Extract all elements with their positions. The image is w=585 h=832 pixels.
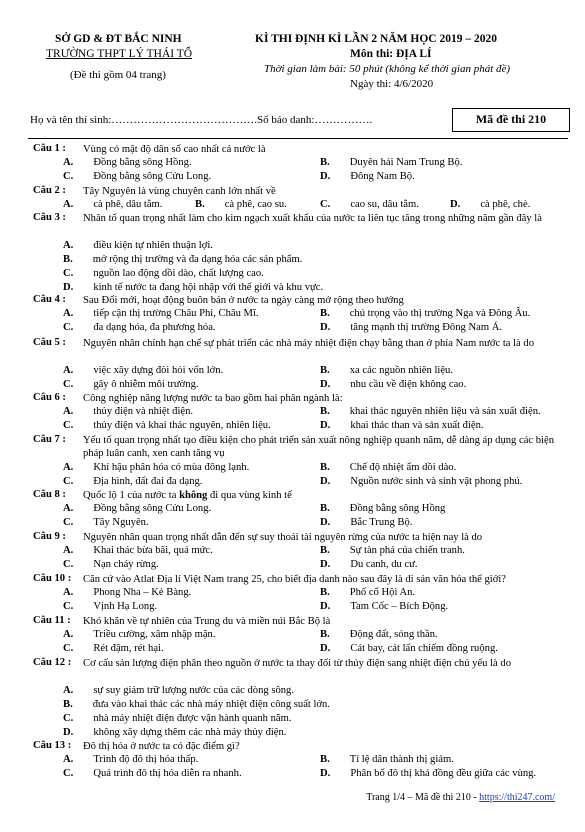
option-text: Phân bố đô thị khá đồng đều giữa các vùng.: [350, 767, 537, 779]
option-text: nhu cầu về điện không cao.: [350, 378, 467, 390]
question-text-emphasis: không: [179, 490, 208, 501]
answer-option[interactable]: [320, 545, 465, 556]
option-text: gây ô nhiễm môi trường.: [93, 378, 199, 390]
option-text: Tây Nguyên.: [93, 516, 149, 528]
answer-option[interactable]: [63, 713, 291, 724]
answer-option[interactable]: [63, 503, 211, 514]
option-text: không xây dựng thêm các nhà máy thủy điện.: [93, 726, 287, 738]
answer-option[interactable]: [63, 462, 249, 473]
answer-option[interactable]: [63, 699, 330, 710]
option-letter: C.: [63, 378, 74, 390]
question-text: Yếu tố quan trọng nhất tạo điều kiện cho phát triển sản xuất nông nghiệp quanh năm, dễ dàng áp dụng các biện pháp luân canh, xen canh tăng vụ: [83, 435, 554, 459]
option-text: việc xây dựng đòi hỏi vốn lớn.: [93, 364, 224, 376]
question-text: Khó khăn về tự nhiên của Trung du và miền núi Bắc Bộ là: [83, 616, 331, 627]
option-letter: C.: [63, 419, 74, 431]
option-letter: B.: [63, 698, 73, 710]
option-text: Vịnh Hạ Long.: [93, 600, 158, 612]
option-letter: C.: [63, 558, 74, 570]
answer-option[interactable]: [63, 587, 191, 598]
option-text: nhà máy nhiệt điện được vận hành quanh năm.: [93, 712, 292, 724]
answer-option[interactable]: [63, 268, 264, 279]
option-letter: D.: [320, 767, 331, 779]
answer-option[interactable]: [63, 420, 271, 431]
question-text-part: đi qua vùng kinh tế: [207, 490, 292, 501]
answer-option[interactable]: [63, 545, 213, 556]
answer-option[interactable]: [63, 601, 157, 612]
option-text: Phong Nha – Kẻ Bàng.: [93, 586, 192, 598]
option-letter: D.: [320, 558, 331, 570]
option-text: Địa hình, đất đai đa dạng.: [93, 475, 203, 487]
answer-option[interactable]: [320, 517, 412, 528]
option-letter: D.: [320, 378, 331, 390]
answer-option[interactable]: [195, 199, 287, 210]
answer-option[interactable]: [320, 643, 498, 654]
option-text: kinh tế nước ta đang hội nhập với thế giới và khu vực.: [93, 281, 324, 293]
page-footer: [366, 792, 555, 803]
question-text: Nhân tố quan trọng nhất làm cho kim ngạch xuất khẩu của nước ta liên tục tăng trong những năm gần đây là: [83, 213, 542, 224]
answer-option[interactable]: [320, 559, 418, 570]
question-text: Tây Nguyên là vùng chuyên canh lớn nhất về: [83, 186, 276, 197]
option-text: cà phê, chè.: [480, 198, 531, 210]
option-text: Triều cường, xâm nhập mặn.: [93, 628, 216, 640]
answer-option[interactable]: [63, 240, 213, 251]
option-letter: B.: [320, 586, 330, 598]
answer-option[interactable]: [320, 462, 456, 473]
exam-time: Thời gian làm bài: 50 phút (không kể thời gian phát đề): [264, 63, 511, 75]
option-letter: D.: [63, 281, 74, 293]
option-letter: C.: [63, 475, 74, 487]
option-text: Đồng bằng sông Hồng.: [93, 156, 192, 168]
option-text: mở rộng thị trường và đa dạng hóa các sản phẩm.: [92, 253, 303, 265]
answer-option[interactable]: [320, 420, 484, 431]
option-letter: C.: [63, 600, 74, 612]
answer-option[interactable]: [63, 685, 294, 696]
option-letter: A.: [63, 364, 74, 376]
option-letter: A.: [63, 405, 74, 417]
option-text: thủy điện và khai thác nguyên, nhiên liệu.: [93, 419, 271, 431]
option-letter: D.: [320, 170, 331, 182]
question-text: [83, 489, 563, 502]
answer-option[interactable]: [320, 587, 415, 598]
option-text: Tam Cốc – Bích Động.: [350, 600, 449, 612]
candidate-info-line: Họ và tên thí sinh:………………………………….Số báo danh:…………….: [30, 114, 373, 126]
option-text: Nạn cháy rừng.: [93, 558, 159, 570]
exam-code-box: Mã đề thi 210: [452, 108, 570, 132]
answer-option[interactable]: [320, 503, 445, 514]
option-letter: B.: [195, 198, 205, 210]
option-text: Đồng bằng sông Hồng: [349, 502, 446, 514]
question-label: Câu 6 :: [33, 392, 66, 403]
answer-option[interactable]: [320, 199, 419, 210]
answer-option[interactable]: [63, 476, 202, 487]
answer-option[interactable]: [63, 308, 259, 319]
option-letter: D.: [450, 198, 461, 210]
option-text: Nguồn nước sinh và sinh vật phong phú.: [350, 475, 523, 487]
option-text: Đồng bằng sông Cửu Long.: [93, 502, 212, 514]
question-text: Cơ cấu sản lượng điện phân theo nguồn ở nước ta thay đổi từ thủy điện sang nhiệt điện chủ yếu là do: [83, 658, 511, 669]
question-text: Công nghiệp năng lượng nước ta bao gồm hai phân ngành là:: [83, 393, 343, 404]
answer-option[interactable]: [320, 476, 522, 487]
option-letter: A.: [63, 156, 74, 168]
answer-option[interactable]: [63, 754, 198, 765]
option-text: Động đất, sóng thần.: [349, 628, 438, 640]
exam-date: Ngày thi: 4/6/2020: [350, 78, 434, 90]
option-text: thủy điện và nhiệt điện.: [93, 405, 194, 417]
option-letter: A.: [63, 239, 74, 251]
option-letter: B.: [320, 156, 330, 168]
answer-option[interactable]: [63, 379, 199, 390]
answer-option[interactable]: [320, 171, 415, 182]
answer-option[interactable]: [320, 157, 462, 168]
answer-option[interactable]: [320, 322, 502, 333]
option-letter: C.: [63, 642, 74, 654]
option-letter: A.: [63, 753, 74, 765]
answer-option[interactable]: [63, 517, 149, 528]
page-count-note: (Đề thi gồm 04 trang): [70, 69, 166, 81]
answer-option[interactable]: [63, 727, 286, 738]
answer-option[interactable]: [63, 157, 192, 168]
option-letter: B.: [320, 544, 330, 556]
answer-option[interactable]: [320, 754, 454, 765]
school-name: TRƯỜNG THPT LÝ THÁI TỔ: [46, 48, 193, 60]
option-text: Duyên hải Nam Trung Bộ.: [349, 156, 463, 168]
answer-option[interactable]: [63, 171, 211, 182]
question-text: Căn cứ vào Atlat Địa lí Việt Nam trang 25, cho biết địa danh nào sau đây là di sản văn hóa thế giới?: [83, 574, 506, 585]
answer-option[interactable]: [320, 365, 453, 376]
answer-option[interactable]: [63, 322, 216, 333]
question-label: Câu 9 :: [33, 531, 66, 542]
option-text: điều kiện tự nhiên thuận lợi.: [93, 239, 213, 251]
answer-option[interactable]: [320, 629, 438, 640]
option-text: đa dạng hóa, đa phương hóa.: [93, 321, 216, 333]
footer-text: Trang 1/4 – Mã đề thi 210 -: [366, 792, 480, 803]
option-letter: B.: [320, 502, 330, 514]
answer-option[interactable]: [320, 601, 448, 612]
question-text: Vùng có mật độ dân số cao nhất cả nước là: [83, 144, 266, 155]
option-letter: C.: [63, 712, 74, 724]
answer-option[interactable]: [320, 406, 541, 417]
option-letter: C.: [63, 767, 74, 779]
question-label: Câu 8 :: [33, 489, 66, 500]
option-text: cà phê, cao su.: [224, 198, 287, 210]
question-label: Câu 12 :: [33, 657, 72, 668]
answer-option[interactable]: [63, 406, 193, 417]
answer-option[interactable]: [63, 282, 323, 293]
option-text: nguồn lao động dồi dào, chất lượng cao.: [93, 267, 264, 279]
option-text: Đồng bằng sông Cửu Long.: [93, 170, 212, 182]
option-letter: C.: [63, 170, 74, 182]
answer-option[interactable]: [63, 643, 164, 654]
option-letter: A.: [63, 544, 74, 556]
exam-title: KÌ THI ĐỊNH KÌ LẦN 2 NĂM HỌC 2019 – 2020: [255, 33, 497, 45]
option-text: Khí hậu phân hóa có mùa đông lạnh.: [93, 461, 250, 473]
answer-option[interactable]: [63, 629, 215, 640]
option-letter: D.: [320, 516, 331, 528]
option-letter: B.: [63, 253, 73, 265]
question-text: Đô thị hóa ở nước ta có đặc điểm gì?: [83, 741, 240, 752]
option-letter: D.: [320, 419, 331, 431]
option-text: Trình độ đô thị hóa thấp.: [93, 753, 199, 765]
question-label: Câu 1 :: [33, 143, 66, 154]
option-text: khai thác than và sản xuất điện.: [350, 419, 484, 431]
option-text: Quá trình đô thị hóa diễn ra nhanh.: [93, 767, 242, 779]
option-letter: B.: [320, 753, 330, 765]
answer-option[interactable]: [63, 199, 162, 210]
option-text: chú trọng vào thị trường Nga và Đông Âu.: [349, 307, 531, 319]
option-letter: B.: [320, 628, 330, 640]
question-label: Câu 7 :: [33, 434, 66, 445]
question-label: Câu 10 :: [33, 573, 72, 584]
question-label: Câu 11 :: [33, 615, 71, 626]
option-text: Sự tàn phá của chiến tranh.: [349, 544, 465, 556]
option-letter: D.: [320, 321, 331, 333]
option-text: cao su, dâu tằm.: [350, 198, 419, 210]
answer-option[interactable]: [63, 559, 159, 570]
option-letter: B.: [320, 307, 330, 319]
option-letter: C.: [63, 321, 74, 333]
option-text: sự suy giảm trữ lượng nước của các dòng sông.: [93, 684, 295, 696]
option-text: Rét đậm, rét hại.: [93, 642, 164, 654]
option-text: đưa vào khai thác các nhà máy nhiệt điện công suất lớn.: [92, 698, 330, 710]
option-text: Khai thác bừa bãi, quá mức.: [93, 544, 213, 556]
answer-option[interactable]: [63, 365, 223, 376]
question-text-part: Quốc lộ 1 của nước ta: [83, 490, 180, 501]
option-letter: A.: [63, 586, 74, 598]
question-label: Câu 3 :: [33, 212, 66, 223]
option-text: Đông Nam Bộ.: [350, 170, 415, 182]
department-name: SỞ GD & ĐT BẮC NINH: [55, 33, 182, 45]
exam-subject: Môn thi: ĐỊA LÍ: [350, 48, 432, 60]
option-text: Du canh, du cư.: [350, 558, 418, 570]
option-text: tiếp cận thị trường Châu Phi, Châu Mĩ.: [93, 307, 259, 319]
question-label: Câu 4 :: [33, 294, 66, 305]
option-letter: A.: [63, 307, 74, 319]
option-letter: C.: [63, 267, 74, 279]
option-text: cà phê, dâu tằm.: [93, 198, 163, 210]
question-text: Nguyên nhân quan trọng nhất dẫn đến sự suy thoái tài nguyên rừng của nước ta hiện nay là do: [83, 532, 483, 543]
option-text: Chế độ nhiệt ẩm dồi dào.: [349, 461, 457, 473]
option-letter: C.: [320, 198, 331, 210]
option-letter: A.: [63, 461, 74, 473]
option-letter: A.: [63, 198, 74, 210]
answer-option[interactable]: [320, 379, 466, 390]
question-label: Câu 5 :: [33, 337, 66, 348]
option-text: tăng mạnh thị trường Đông Nam Á.: [350, 321, 503, 333]
answer-option[interactable]: [450, 199, 530, 210]
option-text: khai thác nguyên nhiên liệu và sản xuất điện.: [349, 405, 541, 417]
option-letter: B.: [320, 461, 330, 473]
answer-option[interactable]: [63, 768, 242, 779]
question-label: Câu 13 :: [33, 740, 72, 751]
option-letter: C.: [63, 516, 74, 528]
question-text: Sau Đổi mới, hoạt động buôn bán ở nước ta ngày càng mở rộng theo hướng: [83, 295, 404, 306]
answer-option[interactable]: [63, 254, 302, 265]
option-letter: B.: [320, 405, 330, 417]
question-label: Câu 2 :: [33, 185, 66, 196]
option-letter: D.: [320, 642, 331, 654]
option-letter: D.: [320, 600, 331, 612]
option-text: xa các nguồn nhiên liệu.: [349, 364, 453, 376]
option-text: Phố cổ Hội An.: [349, 586, 416, 598]
option-letter: A.: [63, 628, 74, 640]
header-divider: [28, 138, 568, 139]
answer-option[interactable]: [320, 308, 530, 319]
option-letter: B.: [320, 364, 330, 376]
option-letter: A.: [63, 502, 74, 514]
option-letter: A.: [63, 684, 74, 696]
footer-link[interactable]: https://thi247.com/: [479, 792, 555, 803]
option-text: Tỉ lệ dân thành thị giảm.: [349, 753, 454, 765]
question-text: Nguyên nhân chính hạn chế sự phát triển các nhà máy nhiệt điện chạy bằng than ở phía Nam nước ta là do: [83, 338, 534, 349]
option-text: Bắc Trung Bộ.: [350, 516, 413, 528]
answer-option[interactable]: [320, 768, 536, 779]
option-letter: D.: [320, 475, 331, 487]
option-text: Cát bay, cát lấn chiếm đồng ruộng.: [350, 642, 498, 654]
option-letter: D.: [63, 726, 74, 738]
